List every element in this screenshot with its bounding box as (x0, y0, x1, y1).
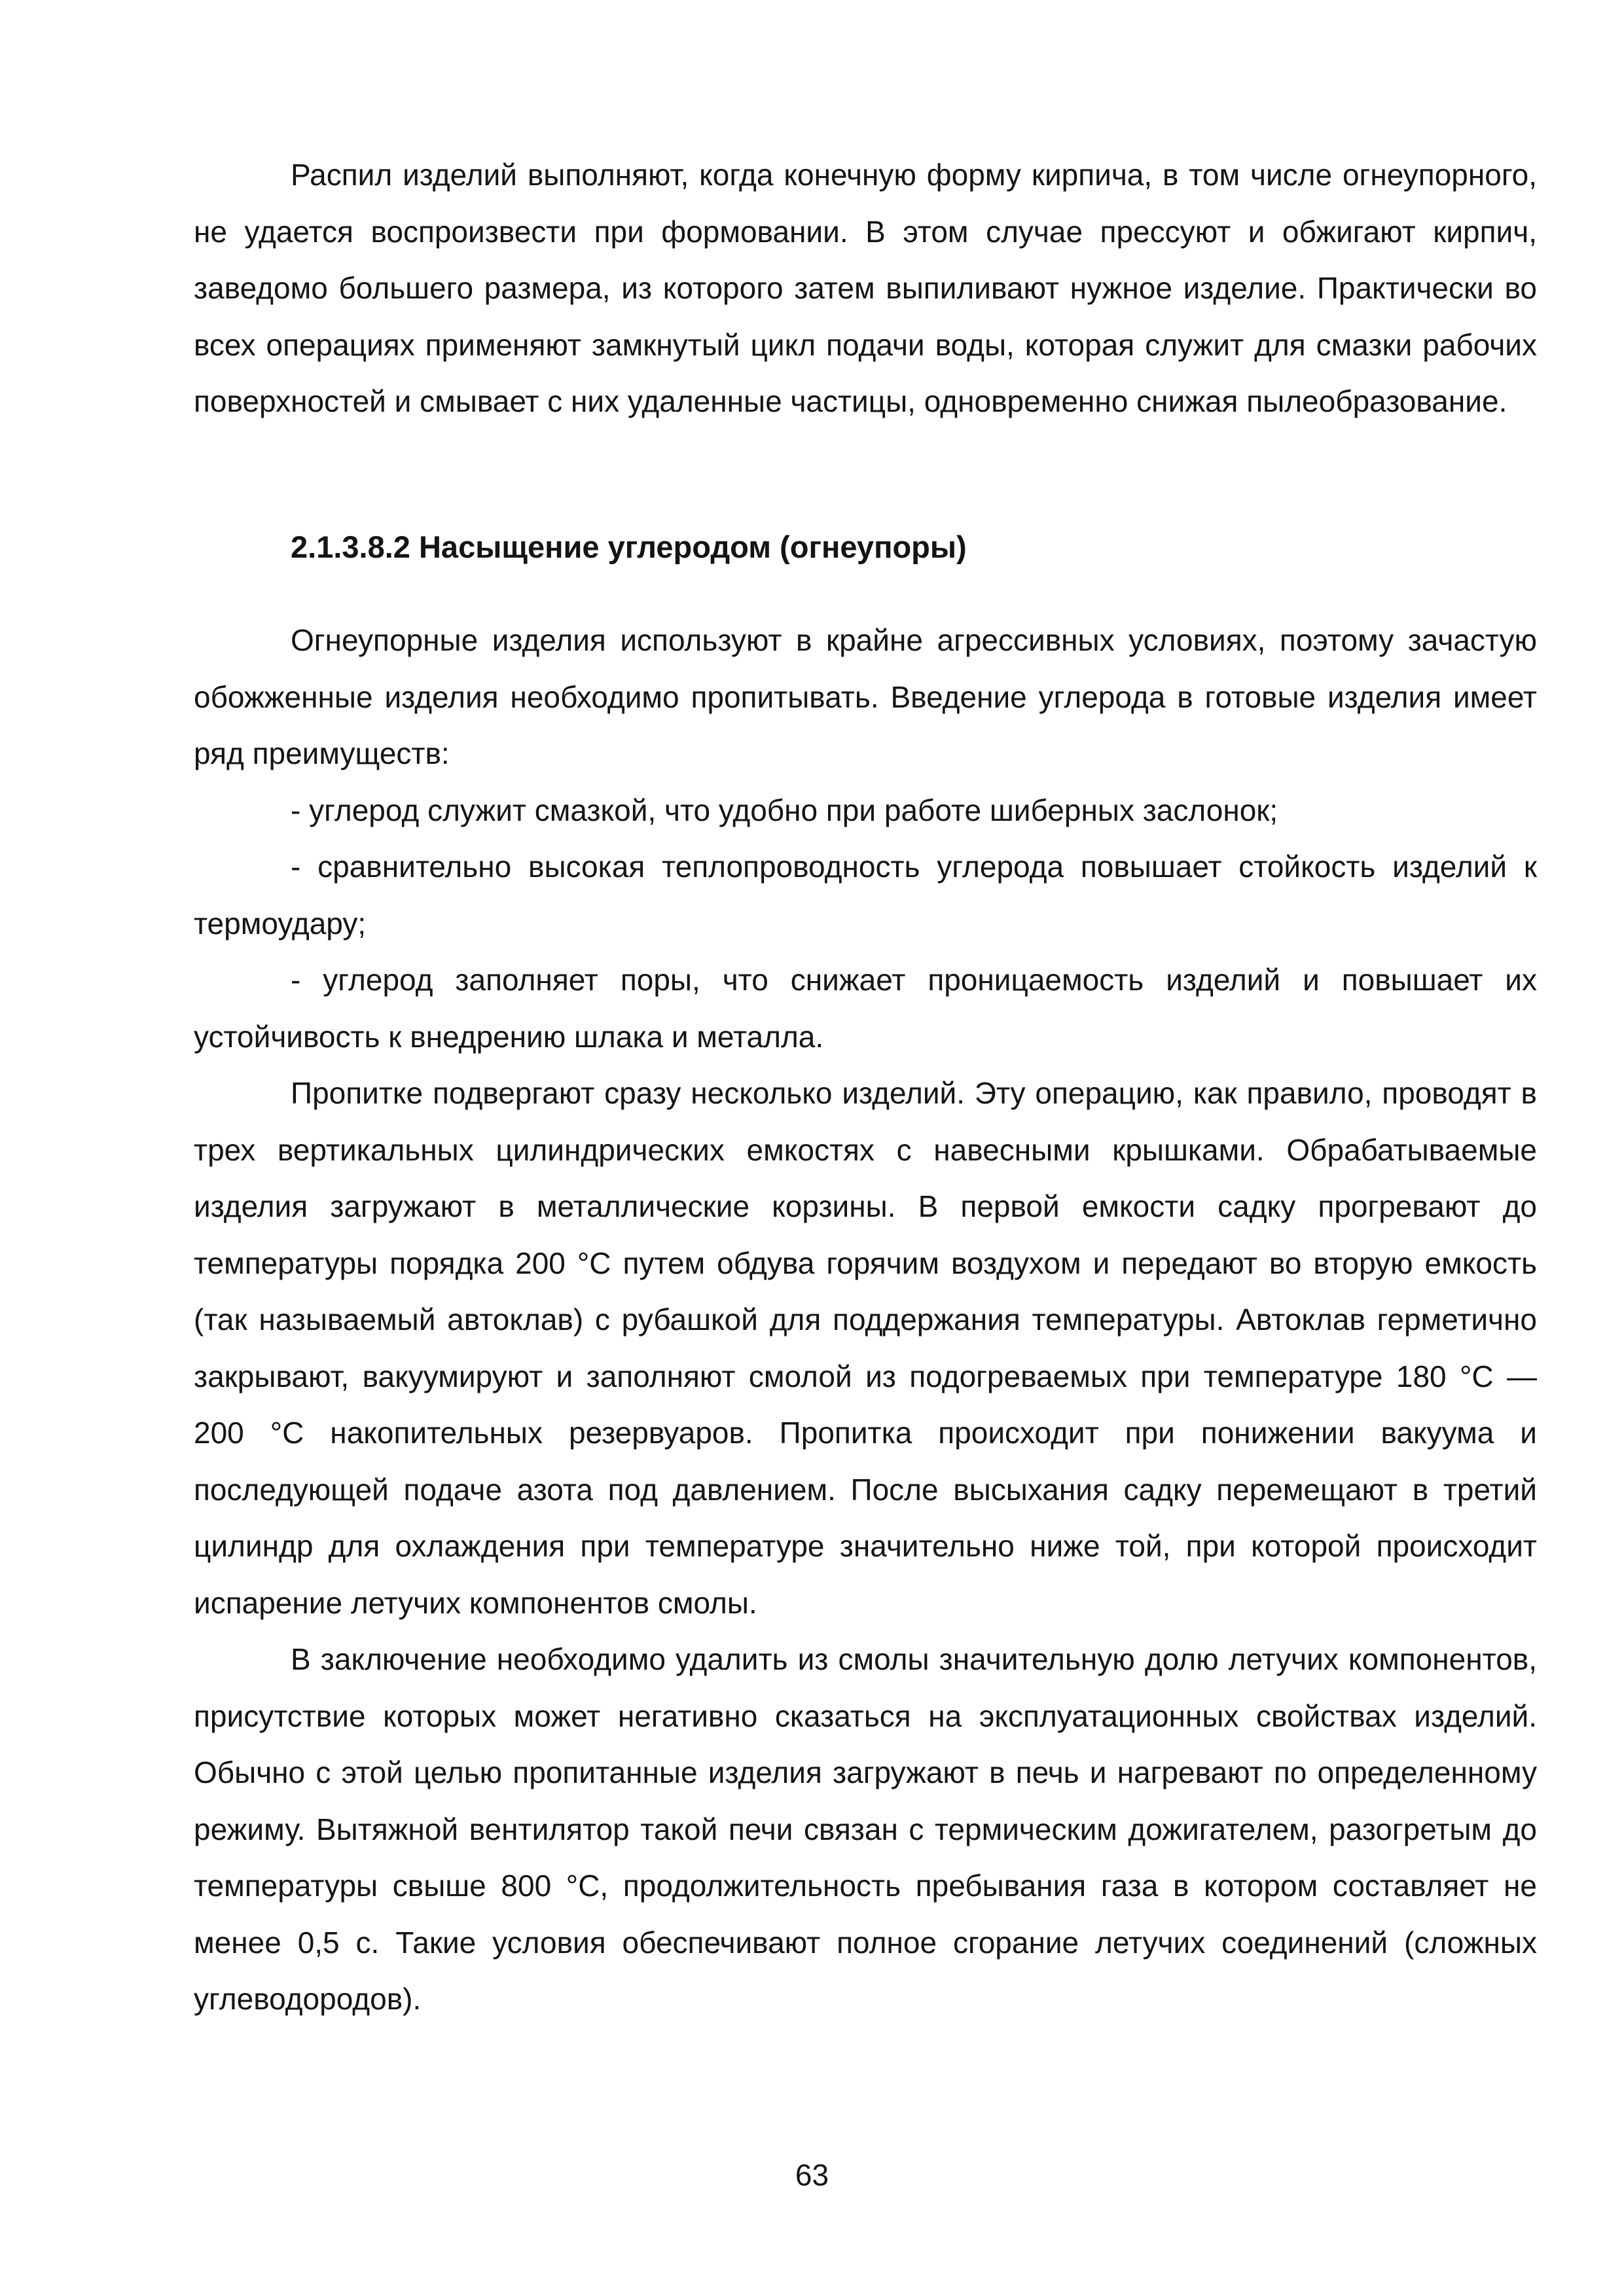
list-item-lubricant: - углерод служит смазкой, что удобно при работе шиберных заслонок; (291, 793, 1278, 827)
paragraph-sawing: Распил изделий выполняют, когда конечную форму кирпича, в том числе огнеупорного, не удается воспроизвести при формовании. В этом случае прессуют и обжигают кирпич, заведомо большего размера, из которого затем выпиливают нужное изделие. Практически во всех операциях применяют замкнутый цикл подачи воды, которая служит для смазки рабочих поверхностей и смывает с них удаленные частицы, одновременно снижая пылеобразование. (194, 158, 1537, 418)
list-item-pore-filling: - углерод заполняет поры, что снижает проницаемость изделий и повышает их устойчивость к внедрению шлака и металла. (194, 963, 1537, 1054)
text-block-carbon-saturation (194, 612, 1537, 2028)
paragraph-conclusion: В заключение необходимо удалить из смолы значительную долю летучих компонентов, присутствие которых может негативно сказаться на эксплуатационных свойствах изделий. Обычно с этой целью пропитанные изделия загружают в печь и нагревают по определенному режиму. Вытяжной вентилятор такой печи связан с термическим дожигателем, разогретым до температуры свыше 800 °С, продолжительность пребывания газа в котором составляет не менее 0,5 с. Такие условия обеспечивают полное сгорание летучих соединений (сложных углеводородов). (194, 1642, 1537, 2016)
paragraph-impregnation: Пропитке подвергают сразу несколько изделий. Эту операцию, как правило, проводят в трех вертикальных цилиндрических емкостях с навесными крышками. Обрабатываемые изделия загружают в металлические корзины. В первой емкости садку прогревают до температуры порядка 200 °С путем обдува горячим воздухом и передают во вторую емкость (так называемый автоклав) с рубашкой для поддержания температуры. Автоклав герметично закрывают, вакуумируют и заполняют смолой из подогреваемых при температуре 180 °С — 200 °С накопительных резервуаров. Пропитка происходит при понижении вакуума и последующей подаче азота под давлением. После высыхания садку перемещают в третий цилиндр для охлаждения при температуре значительно ниже той, при которой происходит испарение летучих компонентов смолы. (194, 1076, 1537, 1620)
paragraph-intro: Огнеупорные изделия используют в крайне агрессивных условиях, поэтому зачастую обожженные изделия необходимо пропитывать. Введение углерода в готовые изделия имеет ряд преимуществ: (194, 623, 1537, 770)
section-heading: 2.1.3.8.2 Насыщение углеродом (огнеупоры) (291, 529, 967, 564)
list-item-thermal-conductivity: - сравнительно высокая теплопроводность углерода повышает стойкость изделий к термоудару; (194, 850, 1537, 941)
text-block-sawing (194, 147, 1537, 430)
page-number: 63 (795, 2158, 829, 2192)
